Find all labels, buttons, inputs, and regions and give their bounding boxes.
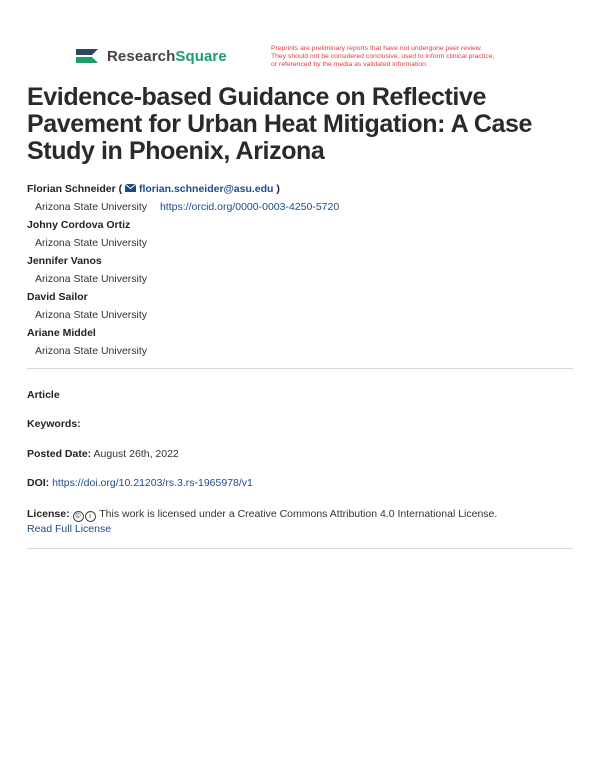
envelope-icon — [125, 184, 136, 192]
article-type: Article — [27, 389, 60, 401]
header — [74, 45, 544, 75]
author-name: David Sailor — [27, 291, 88, 303]
author-affiliation: Arizona State University https://orcid.org/0000-0003-4250-5720 — [35, 201, 340, 213]
research-square-logo-icon — [74, 45, 100, 67]
posted-date: Posted Date: August 26th, 2022 — [27, 448, 179, 460]
orcid-link[interactable]: https://orcid.org/0000-0003-4250-5720 — [159, 201, 340, 213]
author-list — [27, 180, 577, 360]
keywords: Keywords: — [27, 418, 81, 430]
author-affiliation: Arizona State University — [35, 237, 148, 249]
attribution-icon: i — [85, 511, 96, 522]
preprint-disclaimer: Preprints are preliminary reports that have not undergone peer review. They should not be considered conclusive, used to inform clinical practice, or referenced by the media as validated information. — [271, 45, 495, 69]
doi: DOI: https://doi.org/10.21203/rs.3.rs-1965978/v1 — [27, 477, 253, 489]
logo-text: ResearchSquare — [107, 47, 227, 65]
divider — [27, 548, 573, 549]
author-name: Ariane Middel — [27, 327, 96, 339]
license: License: © i This work is licensed under a Creative Commons Attribution 4.0 International License. Read Full License — [27, 508, 498, 535]
author-name: Johny Cordova Ortiz — [27, 219, 131, 231]
author-affiliation: Arizona State University — [35, 273, 148, 285]
author-name: Florian Schneider ( florian.schneider@asu.edu ) — [27, 183, 280, 195]
author-email-link[interactable]: florian.schneider@asu.edu — [125, 183, 273, 195]
author-affiliation: Arizona State University — [35, 309, 148, 321]
doi-link[interactable]: https://doi.org/10.21203/rs.3.rs-1965978/v1 — [52, 477, 253, 489]
author-name: Jennifer Vanos — [27, 255, 102, 267]
research-square-logo[interactable] — [74, 45, 227, 67]
paper-title: Evidence-based Guidance on Reflective Pavement for Urban Heat Mitigation: A Case Study in Phoenix, Arizona — [27, 83, 533, 165]
author-affiliation: Arizona State University — [35, 345, 148, 357]
cc-icon: © — [73, 511, 84, 522]
divider — [27, 368, 573, 369]
read-full-license-link[interactable]: Read Full License — [27, 523, 112, 535]
